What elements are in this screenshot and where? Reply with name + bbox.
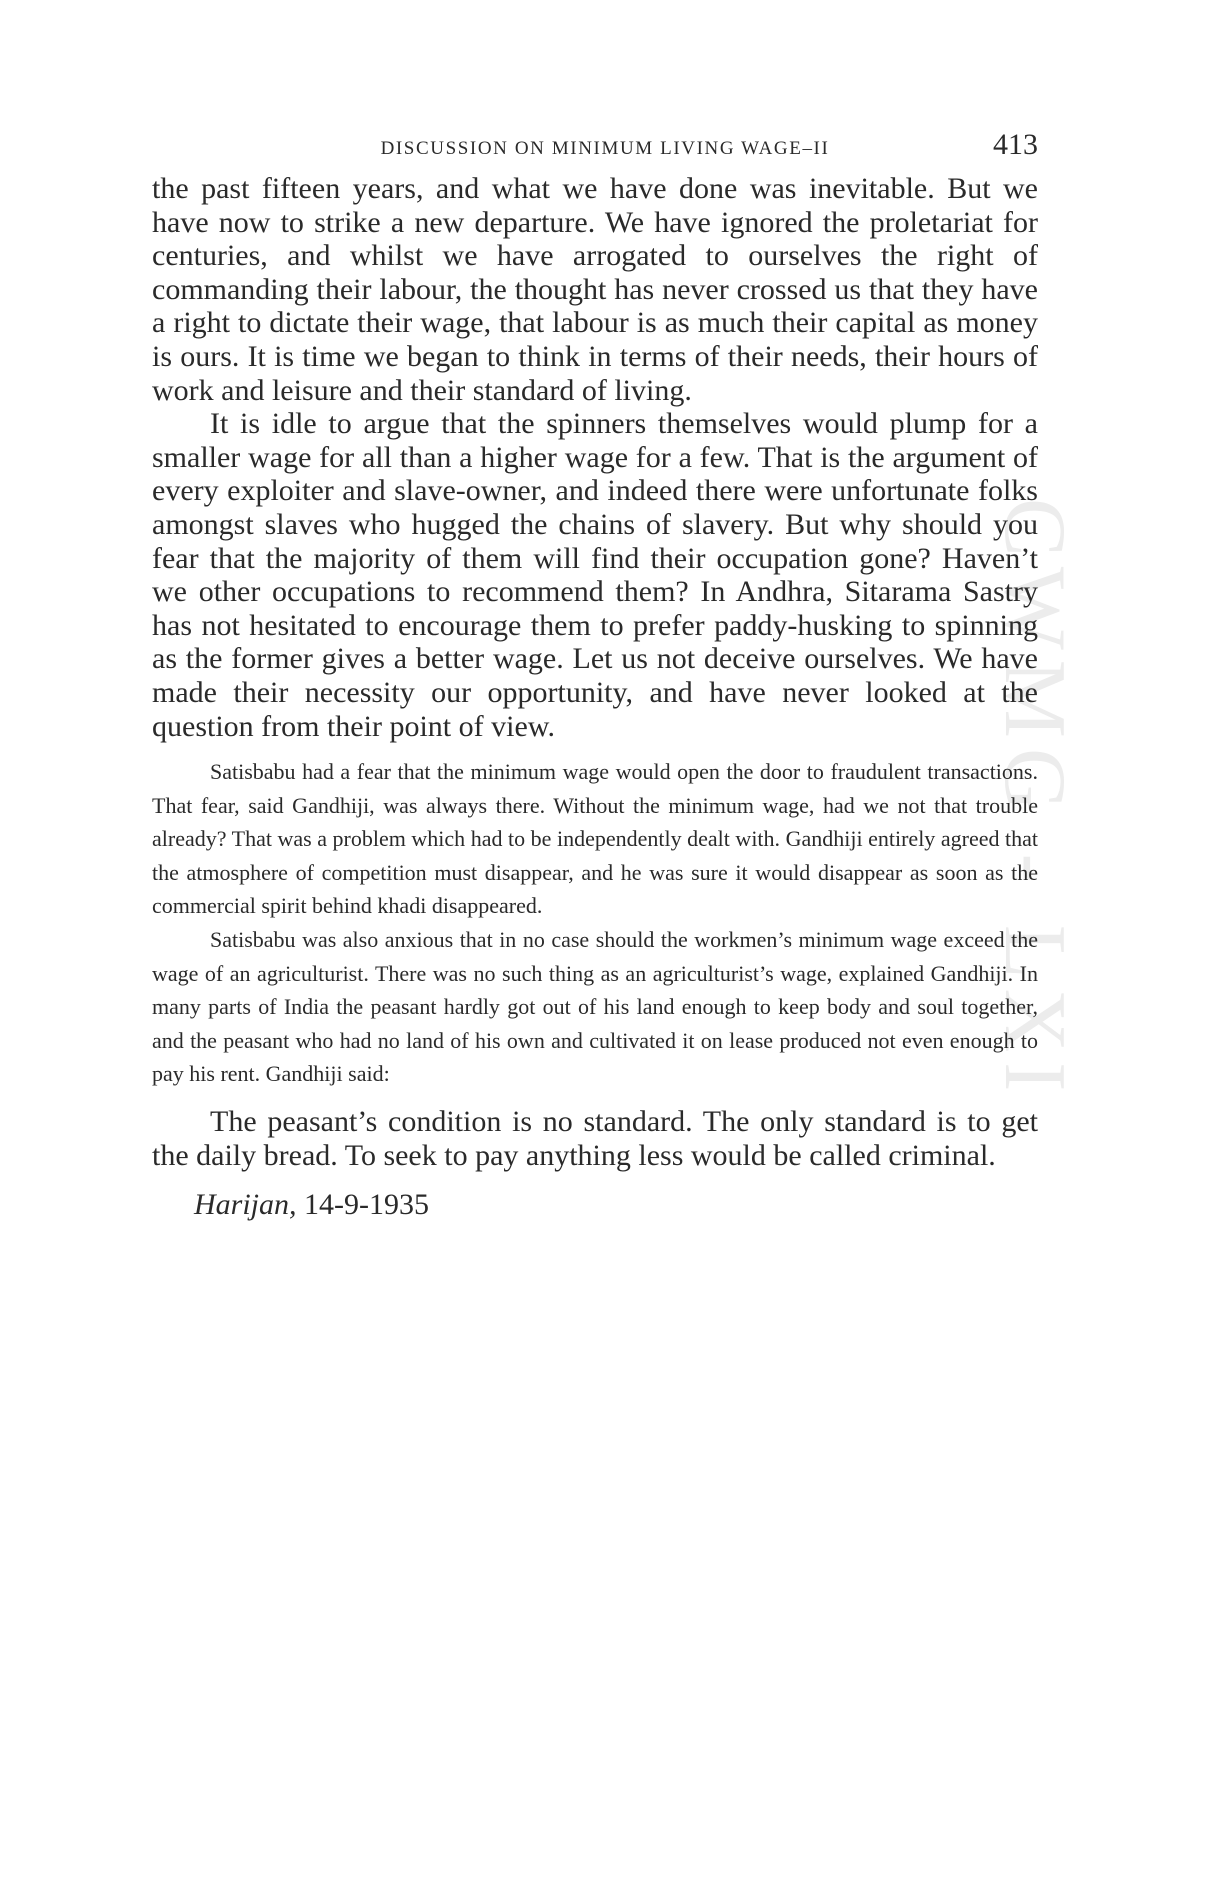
paragraph-continuation: the past fifteen years, and what we have done was inevitable. But we have now to strike a new departure. We have ignored the proletariat for centuries, and whilst we have arrogated to ourselves the right of commanding their labour, the thought has never crossed us that they have a right to dictate their wage, that labour is as much their capital as money is ours. It is time we began to think in terms of their needs, their hours of work and leisure and their standard of living. [152, 172, 1038, 407]
paragraph-argument: It is idle to argue that the spinners themselves would plump for a smaller wage for all than a higher wage for a few. That is the argument of every exploiter and slave-owner, and indeed there were unfortunate folks amongst slaves who hugged the chains of slavery. But why should you fear that the majority of them will find their occupation gone? Haven’t we other occupations to recommend them? In Andhra, Sitarama Sastry has not hesitated to encourage them to prefer paddy-husking to spinning as the former gives a better wage. Let us not deceive ourselves. We have made their necessity our opportunity, and have never looked at the question from their point of view. [152, 407, 1038, 743]
paragraph-quote: The peasant’s condition is no standard. The only standard is to get the daily bread. To seek to pay anything less would be called criminal. [152, 1105, 1038, 1172]
paragraph-satisbabu-fear: Satisbabu had a fear that the minimum wage would open the door to fraudulent transactions. That fear, said Gandhiji, was always there. Without the minimum wage, had we not that trouble already? That was a problem which had to be independently dealt with. Gandhiji entirely agreed that the atmosphere of competition must disappear, and he was sure it would disappear as soon as the commercial spirit behind khadi disappeared. [152, 759, 1038, 919]
page-body [152, 120, 1038, 1222]
source-publication: Harijan, [194, 1188, 297, 1222]
running-title: DISCUSSION ON MINIMUM LIVING WAGE–II [380, 138, 830, 159]
paragraph-satisbabu-anxious: Satisbabu was also anxious that in no case should the workmen’s minimum wage exceed the wage of an agriculturist. There was no such thing as an agriculturist’s wage, explained Gandhiji. In many parts of India the peasant hardly got out of his land enough to keep body and soul together, and the peasant who had no land of his own and cultivated it on lease produced not even enough to pay his rent. Gandhiji said: [152, 927, 1038, 1087]
source-citation [152, 1188, 1038, 1222]
page-number: 413 [993, 128, 1038, 161]
running-head [152, 120, 1038, 172]
source-date: 14-9-1935 [304, 1188, 429, 1222]
watermark: CWMG - LXI [986, 498, 1083, 1102]
